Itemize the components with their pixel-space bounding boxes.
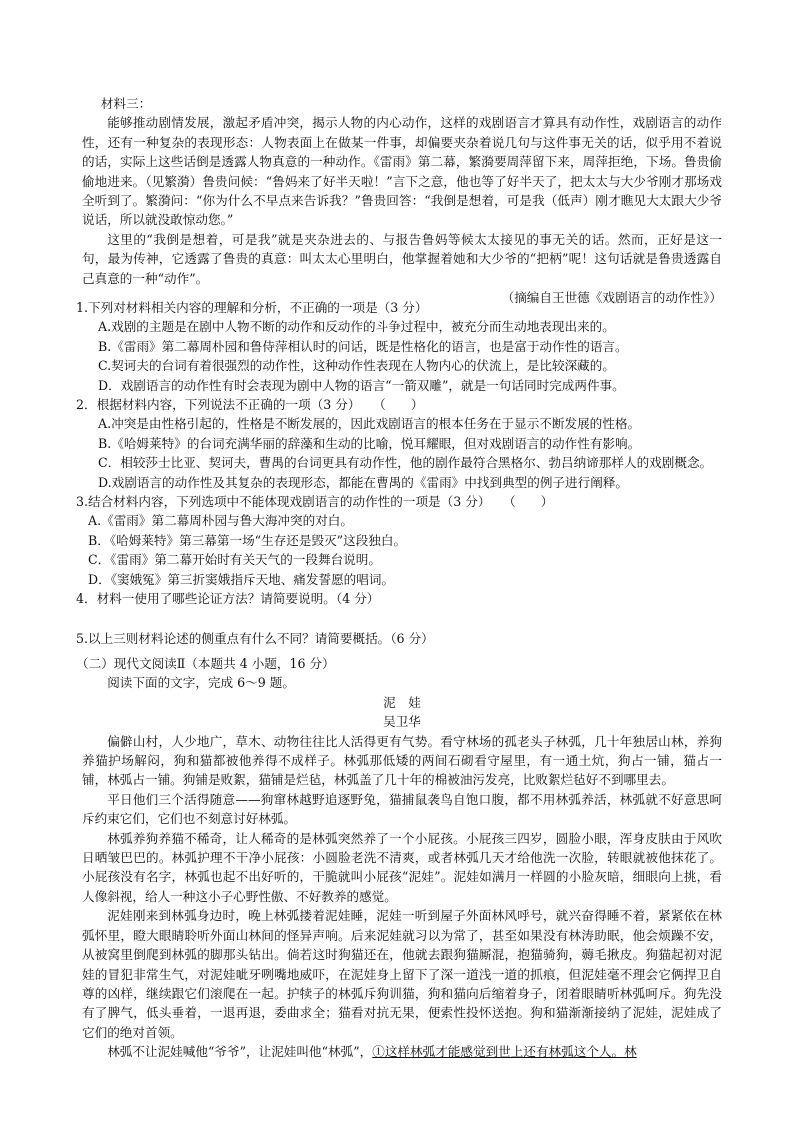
question-3	[76, 492, 722, 589]
story-paragraph: 泥娃刚来到林弧身边时，晚上林弧搂着泥娃睡，泥娃一听到屋子外面林风呼号，就兴奋得睡不着，紧紧依在林弧怀里，瞪大眼睛聆听外面山林间的怪异声响。后来泥娃就习以为常了，甚至如果没有林涛助眠，他会烦躁不安，从被窝里倒爬到林弧的脚那头钻出。倘若这时狗猫还在，他就去跟狗猫厮混，抱猫骑狗，薅毛揪皮。狗猫起初对泥娃的冒犯非常生气，对泥娃呲牙咧嘴地威吓，在泥娃身上留下了深一道浅一道的抓痕，但泥娃毫不理会它俩捍卫自尊的凶样，继续跟它们滚爬在一起。护犊子的林弧斥狗训猫，狗和猫向后缩着身子，闭着眼睛听林弧呵斥。狗先没有了脾气，低头垂着，一退再退，委曲求全；猫看对抗无果，便索性投怀送抱。狗和猫渐渐接纳了泥娃，泥娃成了它们的绝对首领。	[82, 908, 722, 1040]
question-option: B.《雷雨》第二幕周朴园和鲁侍萍相认时的问话，既是性格化的语言，也是富于动作性的语言。	[98, 338, 628, 354]
question-option: C．《雷雨》第二幕开始时有关天气的一段舞台说明。	[88, 552, 381, 568]
underlined-sentence: ①这样林弧才能感觉到世上还有林弧这个人。林	[372, 1044, 637, 1060]
material-paragraph-2: 这里的“我倒是想着，可是我”就是夹杂进去的、与报告鲁妈等候太太接见的事无关的话。然而，正好是这一句，最为传神，它透露了鲁贵的真意：叫太太心里明白，他掌握着她和大少爷的“把柄”呢！这句话就是鲁贵透露自己真意的一种“动作”。	[82, 231, 722, 286]
question-option: A.《雷雨》第二幕周朴园与鲁大海冲突的对白。	[88, 513, 353, 529]
question-option: D．《窦娥冤》第三折窦娥指斥天地、痛发誓愿的唱词。	[88, 571, 395, 587]
question-stem: 1.下列对材料相关内容的理解和分析，不正确的一项是（3 分）	[76, 300, 428, 315]
question-4	[76, 589, 722, 608]
question-stem: 5.以上三则材料论述的侧重点有什么不同？请简要概括。（6 分）	[76, 630, 434, 646]
question-5	[76, 629, 722, 648]
question-list	[76, 298, 722, 648]
question-option: A.戏剧的主题是在剧中人物不断的动作和反动作的斗争过程中，被充分而生动地表现出来的。	[98, 319, 615, 335]
question-option: C.契诃夫的台词有着很强烈的动作性，这种动作性表现在人物内心的伏流上，是比较深藏的。	[98, 358, 615, 374]
question-2	[76, 395, 722, 492]
question-option: D．戏剧语言的动作性有时会表现为剧中人物的语言“一箭双雕”，就是一句话同时完成两件事。	[98, 377, 625, 393]
material-heading: 材料三：	[100, 96, 152, 111]
material-paragraph-1: 能够推动剧情发展，激起矛盾冲突，揭示人物的内心动作，这样的戏剧语言才算具有动作性，戏剧语言的动作性，还有一种复杂的表现形态：人物表面上在做某一件事，却偏要夹杂着说几句与这件事无关的话，似乎用不着说的话，实际上这些话倒是透露人物真意的一种动作。《雷雨》第二幕，繁漪要周萍留下来，周萍拒绝，下场。鲁贵偷偷地进来。（见繁漪）鲁贵问候：“鲁妈来了好半天啦！”言下之意，他也等了好半天了，把太太与大少爷刚才那场戏全听到了。繁漪问：“你为什么不早点来告诉我？”鲁贵回答：“我倒是想着，可是我（低声）刚才瞧见大太跟大少爷说话，所以就没敢惊动您。”	[82, 115, 722, 228]
question-option: B.《哈姆莱特》的台词充满华丽的辞藻和生动的比喻，悦耳耀眼，但对戏剧语言的动作性有影响。	[98, 435, 641, 451]
question-stem: 4．材料一使用了哪些论证方法？请简要说明。（4 分）	[76, 591, 380, 607]
story-title: 泥 娃	[383, 694, 421, 710]
section-instruction: 阅读下面的文字，完成 6～9 题。	[107, 675, 295, 691]
last-paragraph-text: 林弧不让泥娃喊他“爷爷”，让泥娃叫他“林弧”，	[107, 1044, 373, 1060]
material-three	[82, 94, 722, 307]
story-paragraph: 林弧养狗养猫不稀奇，让人稀奇的是林弧突然养了一个小屁孩。小屁孩三四岁，圆脸小眼，浑身皮肤由于风吹日晒皱巴巴的。林弧护理不干净小屁孩：小圆脸老洗不清爽，或者林弧几天才给他洗一次脸，转眼就被他抹花了。小屁孩没有名字，林弧也起不出好听的，干脆就叫小屁孩“泥娃”。泥娃如满月一样圆的小脸灰暗，细眼向上挑，看人像斜视，给人一种这小子心野性傲、不好教养的感觉。	[82, 830, 722, 904]
story-paragraph: 平日他们三个活得随意——狗窜林越野追逐野兔，猫捕鼠袭鸟自饱口腹，都不用林弧养活，林弧就不好意思呵斥约束它们，它们也不刻意讨好林弧。	[82, 791, 722, 827]
question-1	[76, 298, 722, 395]
story-author: 吴卫华	[383, 714, 421, 730]
question-stem: 3.结合材料内容，下列选项中不能体现戏剧语言的动作性的一项是（3 分） （ ）	[76, 494, 554, 510]
section-two	[76, 654, 722, 1062]
story-paragraph: 偏僻山村，人少地广，草木、动物往往比人活得更有气势。看守林场的孤老头子林弧，几十年独居山林，养狗养猫护场解闷，狗和猫都被他养得不成样子。林弧那低矮的两间石砌看守屋里，有一通土炕，狗占一铺，猫占一铺，林弧占一铺。狗铺是败絮，猫铺是烂毡，林弧盖了几十年的棉被油污发亮，比败絮烂毡好不到哪里去。	[82, 733, 722, 788]
section-heading: （二）现代文阅读Ⅱ（本题共 4 小题，16 分）	[76, 656, 335, 671]
question-option: C．相较莎士比亚、契诃夫，曹禺的台词更具有动作性，他的剧作最符合黑格尔、勃吕纳谛那样人的戏剧概念。	[98, 455, 713, 471]
question-option: D.戏剧语言的动作性及其复杂的表现形态，都能在曹禺的《雷雨》中找到典型的例子进行阐释。	[98, 474, 628, 490]
story-paragraph-last	[82, 1042, 722, 1061]
material-source: （摘编自王世德《戏剧语言的动作性》）	[501, 290, 722, 306]
question-stem: 2．根据材料内容，下列说法不正确的一项（3 分） （ ）	[76, 397, 424, 413]
question-option: B．《哈姆莱特》第三幕第一场“生存还是毁灭”这段独白。	[88, 532, 407, 548]
question-option: A.冲突是由性格引起的，性格是不断发展的，因此戏剧语言的根本任务在于显示不断发展的性格。	[98, 416, 641, 432]
